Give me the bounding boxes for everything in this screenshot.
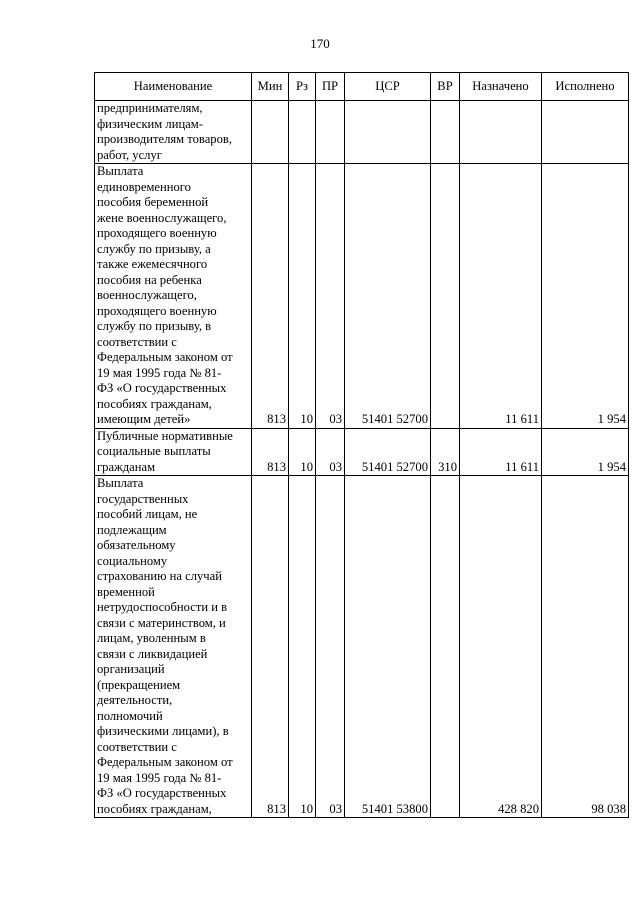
row-csr: 51401 53800 [345, 476, 431, 818]
row-min [252, 101, 289, 164]
row-vr [431, 164, 460, 429]
row-executed [542, 101, 629, 164]
row-vr [431, 476, 460, 818]
row-pr: 03 [316, 476, 345, 818]
header-name: Наименование [95, 73, 252, 101]
header-pr: ПР [316, 73, 345, 101]
row-rz: 10 [289, 428, 316, 476]
row-csr [345, 101, 431, 164]
row-assigned: 11 611 [460, 428, 542, 476]
row-vr [431, 101, 460, 164]
row-assigned: 11 611 [460, 164, 542, 429]
row-pr: 03 [316, 428, 345, 476]
row-vr: 310 [431, 428, 460, 476]
row-executed: 98 038 [542, 476, 629, 818]
page-number: 170 [310, 36, 330, 51]
budget-table [94, 72, 629, 818]
header-rz: Рз [289, 73, 316, 101]
table-row [95, 476, 629, 818]
row-rz: 10 [289, 476, 316, 818]
row-assigned: 428 820 [460, 476, 542, 818]
row-csr: 51401 52700 [345, 428, 431, 476]
table-row [95, 164, 629, 429]
row-executed: 1 954 [542, 428, 629, 476]
header-vr: ВР [431, 73, 460, 101]
row-name: Выплата единовременного пособия беременной жене военнослужащего, проходящего военную службу по призыву, а также ежемесячного пособия на ребенка военнослужащего, проходящего военную службу по призыву, в соответствии с Федеральным законом от 19 мая 1995 года № 81- ФЗ «О государственных пособиях гражданам, имеющим детей» [95, 164, 252, 429]
row-name: предпринимателям, физическим лицам- производителям товаров, работ, услуг [95, 101, 252, 164]
row-pr: 03 [316, 164, 345, 429]
row-name: Выплата государственных пособий лицам, не подлежащим обязательному социальному страхованию на случай временной нетрудоспособности и в связи с материнством, и лицам, уволенным в связи с ликвидацией организаций (прекращением деятельности, полномочий физическими лицами), в соответствии с Федеральным законом от 19 мая 1995 года № 81- ФЗ «О государственных пособиях гражданам, [95, 476, 252, 818]
header-executed: Исполнено [542, 73, 629, 101]
header-min: Мин [252, 73, 289, 101]
table-row [95, 428, 629, 476]
table-body [95, 101, 629, 818]
row-assigned [460, 101, 542, 164]
row-name: Публичные нормативные социальные выплаты гражданам [95, 428, 252, 476]
table-header [95, 73, 629, 101]
row-min: 813 [252, 476, 289, 818]
row-executed: 1 954 [542, 164, 629, 429]
row-min: 813 [252, 428, 289, 476]
row-rz [289, 101, 316, 164]
header-row [95, 73, 629, 101]
header-assigned: Назначено [460, 73, 542, 101]
row-rz: 10 [289, 164, 316, 429]
header-csr: ЦСР [345, 73, 431, 101]
row-csr: 51401 52700 [345, 164, 431, 429]
row-min: 813 [252, 164, 289, 429]
row-pr [316, 101, 345, 164]
table-row [95, 101, 629, 164]
